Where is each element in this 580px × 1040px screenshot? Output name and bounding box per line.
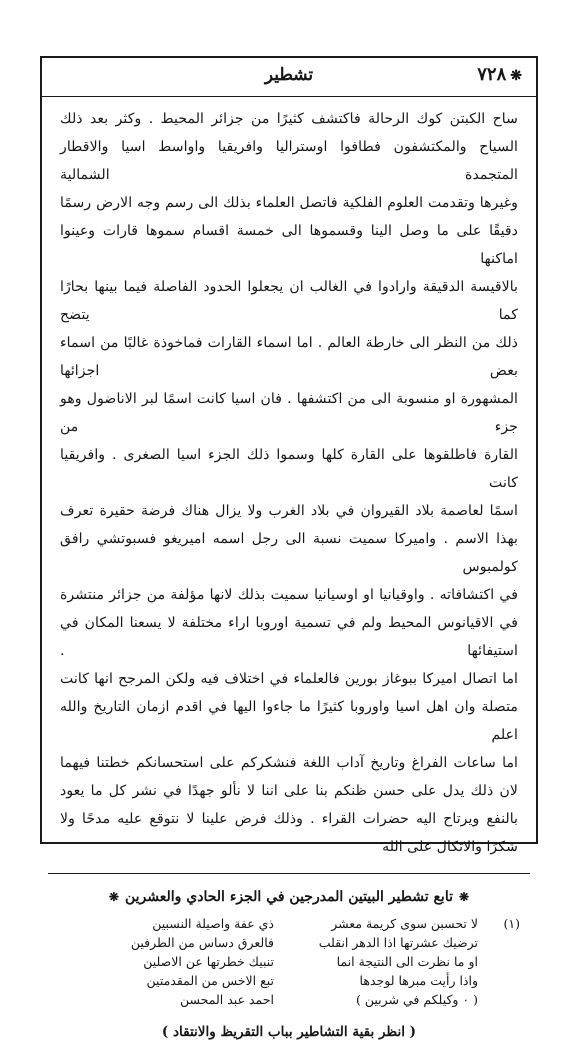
body-line: ذلك من النظر الى خارطة العالم . اما اسماء القارات فماخوذة غالبًا من اسماء بعض اجزائها [60,335,518,379]
hemistich: فالعرق دساس من الطرفين [130,935,274,950]
ornament-icon: ❋ [459,890,470,904]
body-line: بهذا الاسم . واميركا سميت نسبة الى رجل اسمه اميريغو فسبوتشي رافق كولمبوس [60,531,518,575]
signature-location: ( ٠ وكيلكم في شربين ) [356,992,478,1007]
hemistich: لا تحسبن سوى كريمة معشر [331,916,478,931]
poem-right-column [288,914,478,1009]
page-title: تشطير [264,65,314,85]
ornament-icon: ❋ [510,68,522,84]
appendix-title-text: تابع تشطير البيتين المدرجين في الجزء الحادي والعشرين [124,889,453,905]
body-line: وغيرها وتقدمت العلوم الفلكية فاتصل العلماء بذلك الى رسم وجه الارض رسمًا [60,195,518,211]
hemistich: واذا رأيت مبرها لوجدها [359,973,478,988]
page-number-value: ٧٢٨ [477,64,507,85]
body-line: لان ذلك يدل على حسن ظنكم بنا على اننا لا نألو جهدًا في نشر كل ما يعود [60,783,518,799]
hemistich: او ما نظرت الى النتيجة انما [336,954,478,969]
section-divider [48,873,530,874]
body-line: بالاقيسة الدقيقة وارادوا في الغالب ان يجعلوا الحدود الفاصلة فيما بينها بحارًا كما يتضح [60,279,518,323]
article-body [42,97,536,861]
body-line: في الاقيانوس المحيط ولم في تسمية اوروبا اراء مختلفة لا يسعنا المكان في استيفائها . [60,615,518,659]
hemistich: تنبيك خطرتها عن الاصلين [143,954,274,969]
section-footer-note: ( انظر بقية التشاطير بباب التقريظ والانتقاد ) [161,1024,417,1040]
hemistich: تبع الاخس من المقدمتين [146,973,274,988]
body-line: شكرًا والاتكال على الله [382,839,518,855]
poem-block [42,914,536,1014]
page-frame [40,56,538,1040]
poem-number: (١) [503,916,520,931]
body-line: اما ساعات الفراغ وتاريخ آداب اللغة فنشكركم على استحسانكم خطتنا فيهما [60,755,518,771]
body-line: دقيقًا على ما وصل الينا وقسموها الى خمسة اقسام سموها قارات وعينوا اماكنها [60,223,518,267]
appendix-title [42,884,536,910]
ornament-icon: ❋ [108,890,119,904]
body-line: السياح والمكتشفون فطافوا اوستراليا وافريقيا واواسط اسيا والاقطار المتجمدة الشمالية [60,139,518,183]
page-header [42,58,536,97]
body-line: في اكتشافاته . واوقيانيا او اوسيانيا سميت بذلك لانها مؤلفة من جزائر منتشرة [60,587,518,603]
author-name: احمد عبد المحسن [180,992,274,1007]
body-line: اما اتصال اميركا ببوغاز بورين فالعلماء في اختلاف فيه ولكن المرجح انها كانت [60,671,518,687]
body-line: القارة فاطلقوها على القارة كلها وسموا ذلك الجزء اسيا الصغرى . وافريقيا كانت [60,447,518,491]
hemistich: ذي عفة واصيلة النسبين [152,916,274,931]
poem-left-column [84,914,274,1009]
body-line: بالنفع ويرتاح اليه حضرات القراء . وذلك فرض علينا لا نتوقع عليه مدحًا ولا [60,811,518,827]
body-line: اسمًا لعاصمة بلاد القيروان في بلاد الغرب ولا يزال هناك فرضة حقيرة تعرف [60,503,518,519]
body-line: المشهورة او منسوبة الى من اكتشفها . فان اسيا كانت اسمًا لبر الاناضول وهو جزء من [60,391,518,435]
body-line: ساح الكبتن كوك الرحالة فاكتشف كثيرًا من جزائر المحيط . وكثر بعد ذلك [60,111,518,127]
hemistich: ترضيك عشرتها اذا الدهر انقلب [318,935,478,950]
body-line: متصلة وان اهل اسيا واوروبا كثيرًا ما جاءوا اليها في اقدم ازمان التاريخ والله اعلم [60,699,518,743]
